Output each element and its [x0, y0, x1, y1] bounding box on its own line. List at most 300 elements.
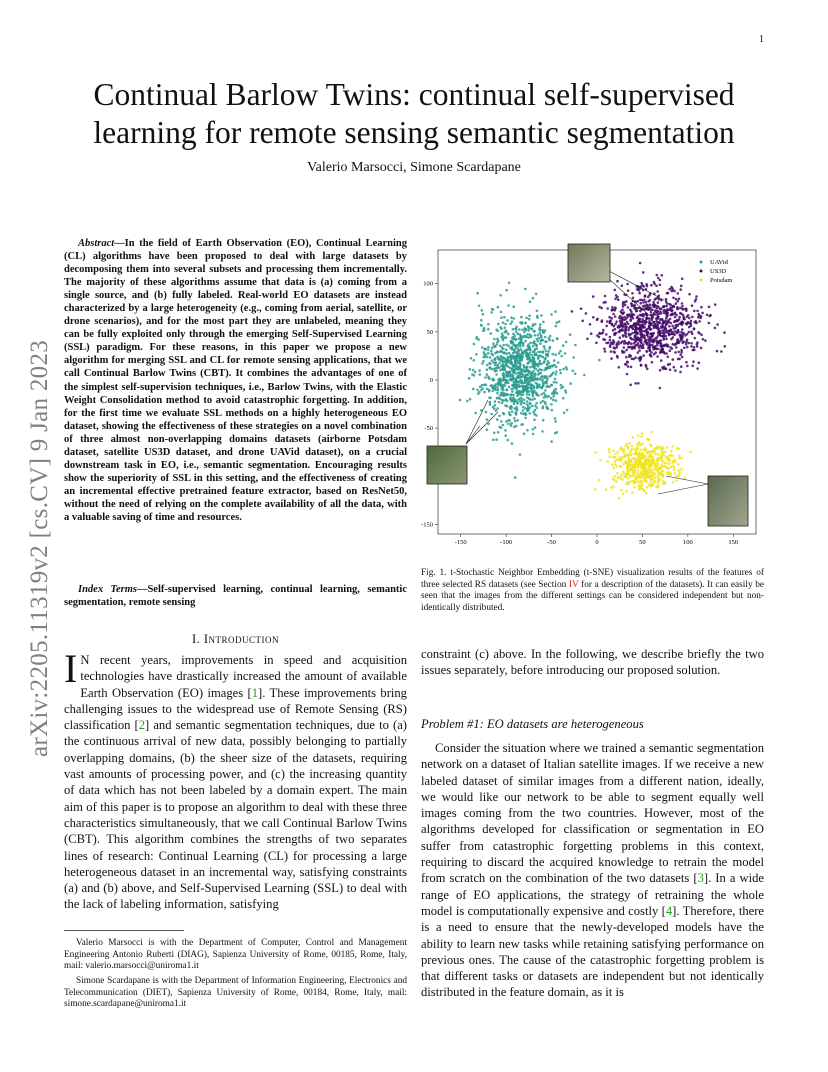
scatter-point — [602, 329, 605, 332]
scatter-point — [668, 320, 671, 323]
scatter-point — [550, 397, 553, 400]
scatter-point — [663, 481, 666, 484]
scatter-point — [482, 330, 485, 333]
scatter-point — [605, 333, 608, 336]
scatter-point — [658, 473, 661, 476]
scatter-point — [680, 365, 683, 368]
scatter-point — [677, 469, 680, 472]
scatter-point — [663, 345, 666, 348]
scatter-point — [499, 382, 502, 385]
scatter-point — [622, 335, 625, 338]
scatter-point — [619, 448, 622, 451]
scatter-point — [625, 349, 628, 352]
scatter-point — [622, 305, 625, 308]
scatter-point — [680, 468, 683, 471]
scatter-point — [512, 394, 515, 397]
scatter-point — [670, 313, 673, 316]
scatter-point — [616, 356, 619, 359]
scatter-point — [643, 455, 646, 458]
scatter-point — [694, 300, 697, 303]
scatter-point — [637, 342, 640, 345]
x-tick-label: 0 — [595, 539, 599, 546]
scatter-point — [686, 315, 689, 318]
scatter-point — [623, 323, 626, 326]
scatter-point — [618, 366, 621, 369]
scatter-point — [550, 440, 553, 443]
scatter-point — [533, 330, 536, 333]
scatter-point — [535, 344, 538, 347]
scatter-point — [690, 342, 693, 345]
scatter-point — [508, 411, 511, 414]
scatter-point — [489, 401, 492, 404]
scatter-point — [678, 471, 681, 474]
scatter-point — [513, 317, 516, 320]
scatter-point — [488, 396, 491, 399]
intro-paragraph: I N recent years, improvements in speed and acquisition technologies have drastically increased the amount of available Earth Observation (EO) images [1]. These improvements bring challenging issues to the widespread use of Remote Sensing (RS) classification [2] and semantic segmentation techniques, due to (a) the continuous arrival of new data, possibly belonging to partially overlapping domains, (b) the sheer size of the datasets, requiring vast amounts of processing power, and (c) the increasing quantity of data which has not been labeled by a domain expert. The main aim of this paper is to propose an algorithm to deal with these three characteristics simultaneously, that we call Continual Barlow Twins (CBT). This algorithm combines the strengths of two separates lines of research: Continual Learning (CL) for processing a large heterogeneous dataset in an incremental way, satisfying constraints (a) and (b) above, and Self-Supervised Learning (SSL) to deal with the lack of labeling information, satisfying — [64, 646, 407, 912]
scatter-point — [551, 409, 554, 412]
scatter-point — [562, 397, 565, 400]
scatter-point — [639, 326, 642, 329]
scatter-point — [646, 480, 649, 483]
scatter-point — [644, 323, 647, 326]
scatter-point — [629, 355, 632, 358]
scatter-point — [504, 434, 507, 437]
citation-link[interactable]: 3 — [697, 871, 704, 886]
scatter-point — [674, 316, 677, 319]
scatter-point — [538, 337, 541, 340]
scatter-point — [566, 368, 569, 371]
scatter-point — [511, 410, 514, 413]
arxiv-identifier: arXiv:2205.11319v2 [cs.CV] 9 Jan 2023 — [26, 339, 53, 757]
scatter-point — [497, 389, 500, 392]
scatter-point — [528, 412, 531, 415]
scatter-point — [503, 413, 506, 416]
scatter-point — [649, 454, 652, 457]
scatter-point — [512, 338, 515, 341]
scatter-point — [502, 373, 505, 376]
scatter-point — [617, 451, 620, 454]
scatter-point — [669, 349, 672, 352]
scatter-point — [679, 353, 682, 356]
scatter-point — [492, 438, 495, 441]
scatter-point — [706, 314, 709, 317]
scatter-point — [632, 297, 635, 300]
scatter-point — [623, 448, 626, 451]
scatter-point — [640, 480, 643, 483]
x-tick-label: 50 — [639, 539, 646, 546]
scatter-point — [500, 360, 503, 363]
scatter-point — [515, 413, 518, 416]
scatter-point — [628, 454, 631, 457]
scatter-point — [468, 377, 471, 380]
scatter-point — [515, 338, 518, 341]
index-terms-text: —Self-supervised learning, continual learning, semantic segmentation, remote sensing — [64, 584, 407, 609]
scatter-point — [714, 303, 717, 306]
scatter-point — [629, 319, 632, 322]
scatter-point — [512, 355, 515, 358]
scatter-point — [677, 474, 680, 477]
scatter-point — [523, 366, 526, 369]
scatter-point — [657, 460, 660, 463]
scatter-point — [470, 357, 473, 360]
scatter-point — [525, 328, 528, 331]
scatter-point — [527, 408, 530, 411]
scatter-point — [696, 310, 699, 313]
scatter-point — [640, 364, 643, 367]
scatter-point — [572, 370, 575, 373]
scatter-point — [527, 329, 530, 332]
scatter-point — [509, 367, 512, 370]
scatter-point — [555, 325, 558, 328]
scatter-point — [521, 352, 524, 355]
scatter-point — [516, 394, 519, 397]
y-tick-label: -50 — [424, 425, 433, 433]
scatter-point — [657, 331, 660, 334]
scatter-point — [522, 409, 525, 412]
scatter-point — [521, 329, 524, 332]
scatter-point — [662, 351, 665, 354]
scatter-point — [629, 337, 632, 340]
scatter-point — [502, 321, 505, 324]
scatter-point — [542, 378, 545, 381]
scatter-point — [666, 315, 669, 318]
scatter-point — [499, 294, 502, 297]
scatter-point — [518, 390, 521, 393]
scatter-point — [681, 356, 684, 359]
scatter-point — [611, 464, 614, 467]
scatter-point — [639, 299, 642, 302]
scatter-point — [647, 317, 650, 320]
scatter-point — [562, 344, 565, 347]
scatter-point — [626, 314, 629, 317]
scatter-point — [533, 397, 536, 400]
scatter-point — [678, 455, 681, 458]
scatter-point — [693, 310, 696, 313]
scatter-point — [596, 318, 599, 321]
scatter-point — [492, 342, 495, 345]
scatter-point — [642, 470, 645, 473]
subsection-heading: Problem #1: EO datasets are heterogeneous — [421, 717, 644, 731]
scatter-point — [636, 327, 639, 330]
scatter-point — [490, 350, 493, 353]
footnote-rule — [64, 930, 184, 931]
scatter-point — [487, 346, 490, 349]
scatter-point — [487, 348, 490, 351]
scatter-point — [529, 351, 532, 354]
scatter-point — [677, 463, 680, 466]
scatter-point — [505, 289, 508, 292]
scatter-point — [555, 366, 558, 369]
scatter-point — [496, 392, 499, 395]
scatter-point — [519, 363, 522, 366]
scatter-point — [659, 446, 662, 449]
scatter-point — [592, 295, 595, 298]
scatter-point — [638, 484, 641, 487]
scatter-point — [494, 386, 497, 389]
scatter-point — [685, 341, 688, 344]
scatter-point — [688, 342, 691, 345]
scatter-point — [617, 343, 620, 346]
scatter-point — [647, 451, 650, 454]
scatter-point — [630, 366, 633, 369]
scatter-point — [657, 327, 660, 330]
scatter-point — [512, 305, 515, 308]
scatter-point — [637, 448, 640, 451]
scatter-point — [529, 402, 532, 405]
scatter-point — [602, 331, 605, 334]
scatter-point — [654, 476, 657, 479]
scatter-point — [614, 463, 617, 466]
scatter-point — [668, 459, 671, 462]
scatter-point — [647, 459, 650, 462]
scatter-point — [610, 317, 613, 320]
scatter-point — [505, 394, 508, 397]
scatter-point — [641, 457, 644, 460]
scatter-point — [509, 362, 512, 365]
scatter-point — [614, 456, 617, 459]
scatter-point — [700, 334, 703, 337]
scatter-point — [546, 375, 549, 378]
scatter-point — [686, 346, 689, 349]
scatter-point — [545, 340, 548, 343]
scatter-point — [697, 331, 700, 334]
scatter-point — [547, 350, 550, 353]
scatter-point — [626, 473, 629, 476]
scatter-point — [669, 473, 672, 476]
scatter-point — [530, 378, 533, 381]
scatter-point — [698, 320, 701, 323]
scatter-point — [631, 292, 634, 295]
scatter-point — [628, 346, 631, 349]
scatter-point — [504, 360, 507, 363]
scatter-point — [641, 432, 644, 435]
scatter-point — [541, 387, 544, 390]
scatter-point — [646, 486, 649, 489]
scatter-point — [527, 362, 530, 365]
scatter-point — [626, 373, 629, 376]
scatter-point — [613, 475, 616, 478]
scatter-point — [637, 434, 640, 437]
scatter-point — [503, 316, 506, 319]
scatter-point — [512, 374, 515, 377]
scatter-point — [627, 343, 630, 346]
scatter-point — [481, 384, 484, 387]
scatter-point — [498, 366, 501, 369]
scatter-point — [508, 282, 511, 285]
y-axis-ticks — [421, 281, 438, 529]
scatter-point — [491, 359, 494, 362]
y-tick-label: -150 — [421, 521, 433, 529]
legend-entry: Potsdam — [710, 277, 733, 284]
scatter-point — [514, 335, 517, 338]
scatter-point — [673, 468, 676, 471]
scatter-point — [542, 350, 545, 353]
scatter-point — [625, 300, 628, 303]
scatter-point — [558, 320, 561, 323]
scatter-point — [647, 296, 650, 299]
scatter-point — [638, 442, 641, 445]
scatter-point — [637, 307, 640, 310]
scatter-point — [610, 350, 613, 353]
scatter-point — [662, 475, 665, 478]
scatter-point — [542, 321, 545, 324]
scatter-point — [520, 382, 523, 385]
scatter-point — [503, 327, 506, 330]
scatter-point — [527, 336, 530, 339]
scatter-point — [613, 350, 616, 353]
scatter-point — [641, 326, 644, 329]
scatter-point — [623, 351, 626, 354]
scatter-point — [681, 342, 684, 345]
scatter-point — [634, 304, 637, 307]
scatter-point — [630, 464, 633, 467]
scatter-point — [693, 349, 696, 352]
scatter-point — [489, 403, 492, 406]
scatter-point — [615, 458, 618, 461]
scatter-point — [663, 328, 666, 331]
scatter-point — [663, 312, 666, 315]
scatter-point — [682, 314, 685, 317]
scatter-point — [656, 344, 659, 347]
citation-link[interactable]: 2 — [138, 718, 146, 733]
scatter-point — [674, 369, 677, 372]
scatter-point — [514, 344, 517, 347]
scatter-point — [497, 306, 500, 309]
scatter-point — [515, 326, 518, 329]
scatter-point — [620, 489, 623, 492]
scatter-point — [637, 320, 640, 323]
scatter-point — [550, 374, 553, 377]
scatter-point — [502, 344, 505, 347]
scatter-point — [677, 329, 680, 332]
scatter-point — [490, 332, 493, 335]
scatter-point — [661, 366, 664, 369]
scatter-point — [693, 327, 696, 330]
scatter-point — [605, 325, 608, 328]
scatter-point — [507, 345, 510, 348]
authors: Valerio Marsocci, Simone Scardapane — [307, 160, 521, 175]
scatter-point — [529, 342, 532, 345]
scatter-point — [513, 370, 516, 373]
legend-entry: US3D — [710, 268, 727, 275]
scatter-point — [681, 328, 684, 331]
scatter-point — [550, 313, 553, 316]
section-reference-link[interactable]: IV — [568, 579, 579, 590]
scatter-point — [616, 472, 619, 475]
scatter-point — [477, 338, 480, 341]
scatter-point — [616, 296, 619, 299]
scatter-point — [510, 379, 513, 382]
scatter-point — [486, 364, 489, 367]
scatter-point — [614, 328, 617, 331]
scatter-point — [539, 351, 542, 354]
x-tick-label: -100 — [500, 539, 513, 546]
problem1-paragraph: Consider the situation where we trained a semantic segmentation network on a dataset of Italian satellite images. If we receive a new labeled dataset of similar images from a different nation, ideally, we would like our network to be able to segment equally well images coming from the two countries. However, most of the algorithms developed for classification or segmentation in EO suffer from catastrophic forgetting problems in this context, requiring to discard the acquired knowledge to retrain the model from scratch on the combination of the two datasets [3]. In a wide range of EO applications, the strategy of retraining the whole model is computationally expensive and costly [4]. Therefore, there is a need to ensure that the newly-developed models have the ability to learn new tasks while retaining satisfying performance on previous ones. The cause of the catastrophic forgetting problem is that different tasks or datasets are independent but not identically distributed in the feature domain, as it is — [421, 741, 765, 1000]
scatter-point — [497, 339, 500, 342]
scatter-point — [637, 382, 640, 385]
scatter-point — [659, 322, 662, 325]
scatter-point — [636, 336, 639, 339]
scatter-point — [476, 389, 479, 392]
scatter-point — [520, 423, 523, 426]
scatter-point — [663, 455, 666, 458]
scatter-point — [532, 370, 535, 373]
scatter-point — [524, 288, 527, 291]
scatter-point — [552, 399, 555, 402]
scatter-point — [678, 448, 681, 451]
scatter-point — [508, 386, 511, 389]
scatter-point — [606, 460, 609, 463]
scatter-point — [556, 321, 559, 324]
scatter-point — [654, 453, 657, 456]
scatter-point — [686, 333, 689, 336]
scatter-point — [624, 363, 627, 366]
scatter-point — [472, 388, 475, 391]
scatter-point — [486, 368, 489, 371]
scatter-point — [668, 288, 671, 291]
scatter-point — [619, 324, 622, 327]
scatter-point — [559, 372, 562, 375]
scatter-point — [533, 342, 536, 345]
tsne-figure — [418, 236, 764, 548]
scatter-point — [532, 364, 535, 367]
scatter-point — [631, 445, 634, 448]
citation-link[interactable]: 1 — [251, 685, 259, 700]
scatter-point — [627, 289, 630, 292]
scatter-point — [657, 316, 660, 319]
scatter-point — [617, 476, 620, 479]
scatter-point — [505, 349, 508, 352]
caption-tail: for a description of the datasets). It can easily be seen that the images from the different settings can be considered independent but non-identically distributed. — [421, 579, 764, 613]
scatter-point — [651, 456, 654, 459]
scatter-point — [671, 445, 674, 448]
scatter-point — [529, 300, 532, 303]
scatter-point — [646, 438, 649, 441]
scatter-point — [614, 307, 617, 310]
scatter-point — [547, 407, 550, 410]
scatter-point — [680, 457, 683, 460]
scatter-point — [651, 478, 654, 481]
scatter-point — [605, 342, 608, 345]
scatter-point — [632, 328, 635, 331]
scatter-point — [497, 323, 500, 326]
scatter-point — [697, 316, 700, 319]
scatter-point — [507, 356, 510, 359]
scatter-point — [543, 345, 546, 348]
scatter-point — [640, 466, 643, 469]
scatter-point — [506, 319, 509, 322]
scatter-point — [511, 346, 514, 349]
scatter-point — [701, 312, 704, 315]
scatter-point — [549, 346, 552, 349]
scatter-point — [639, 262, 642, 265]
scatter-point — [642, 354, 645, 357]
scatter-point — [653, 468, 656, 471]
scatter-point — [645, 449, 648, 452]
scatter-point — [545, 350, 548, 353]
scatter-point — [538, 362, 541, 365]
scatter-point — [496, 356, 499, 359]
scatter-point — [513, 386, 516, 389]
scatter-point — [494, 345, 497, 348]
scatter-point — [640, 314, 643, 317]
scatter-point — [640, 435, 643, 438]
scatter-point — [515, 392, 518, 395]
citation-link[interactable]: 4 — [665, 903, 673, 918]
scatter-point — [469, 368, 472, 371]
scatter-point — [551, 365, 554, 368]
scatter-point — [476, 292, 479, 295]
